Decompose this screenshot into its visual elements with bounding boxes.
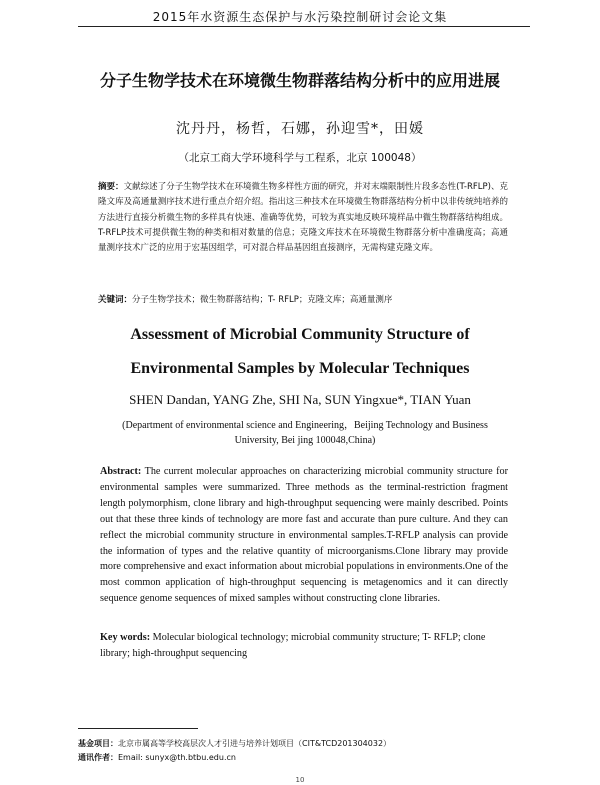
english-title: Assessment of Microbial Community Structure of Environmental Samples by Molecular Techniques	[130, 326, 470, 377]
contact-email: Email: sunyx@th.btbu.edu.cn	[118, 753, 236, 762]
chinese-abstract-label: 摘要：	[98, 182, 124, 192]
english-authors: SHEN Dandan, YANG Zhe, SHI Na, SUN Yingxue*, TIAN Yuan	[129, 392, 471, 407]
funding-footnote	[78, 738, 518, 749]
chinese-affiliation: （北京工商大学环境科学与工程系，北京 100048）	[178, 152, 422, 164]
chinese-title: 分子生物学技术在环境微生物群落结构分析中的应用进展	[99, 71, 500, 90]
funding-text: 北京市属高等学校高层次人才引进与培养计划项目（CIT&TCD201304032）	[118, 739, 392, 748]
chinese-abstract	[98, 180, 508, 256]
english-abstract	[100, 464, 508, 607]
running-header: 2015年水资源生态保护与水污染控制研讨会论文集	[152, 10, 448, 24]
english-abstract-label: Abstract:	[100, 466, 142, 477]
english-keywords-label: Key words:	[100, 632, 151, 643]
chinese-keywords	[98, 293, 508, 305]
funding-label: 基金项目：	[78, 739, 118, 748]
chinese-abstract-text: 文献综述了分子生物学技术在环境微生物多样性方面的研究，并对末端限制性片段多态性(T-RFLP)、克隆文库及高通量测序技术进行重点介绍介绍。指出这三种技术在环境微生物群落结构分析中以非传统纯培养的方法进行直接分析微生物的多样具有快速、准确等优势，可较为真实地反映环境样品中微生物群落结构组成。T-RFLP技术可提供微生物的种类和相对数量的信息；克隆文库技术在环境微生物群落分析中准确度高；高通量测序技术广泛的应用于宏基因组学，可对混合样品基因组直接测序，无需构建克隆文库。	[98, 182, 508, 254]
english-affiliation: (Department of environmental science and Engineering，Beijing Technology and Business University, Bei jing 100048,China)	[122, 420, 488, 446]
contact-label: 通讯作者：	[78, 753, 118, 762]
english-keywords	[100, 630, 508, 662]
footnote-rule	[78, 728, 198, 729]
chinese-keywords-text: 分子生物学技术；微生物群落结构；T- RFLP；克隆文库；高通量测序	[132, 295, 393, 305]
english-keywords-text: Molecular biological technology; microbial community structure; T- RFLP; clone library; high-throughput sequencing	[100, 632, 486, 659]
contact-footnote	[78, 752, 518, 763]
chinese-authors: 沈丹丹，杨哲，石娜，孙迎雪*，田媛	[176, 121, 424, 137]
chinese-keywords-label: 关键词：	[98, 295, 133, 305]
header-rule	[78, 26, 530, 27]
page-number: 10	[295, 776, 305, 784]
english-abstract-text: The current molecular approaches on characterizing microbial community structure for environmental samples were summarized. Three methods as the terminal-restriction fragment length polymorphism, clone library and high-throughput sequencing were mainly described. Points out that these three kinds of technology are more fast and accurate than pure culture. And they can reflect the microbial community structure in environmental samples.T-RFLP analysis can provide the information of types and the relative quantity of microorganisms.Clone library may provide more comprehensive and exact information about microbial populations in environments.One of the most common application of high-throughput sequencing is metagenomics and it can directly sequence genome sequences of mixed samples without constructing clone libraries.	[100, 466, 508, 605]
